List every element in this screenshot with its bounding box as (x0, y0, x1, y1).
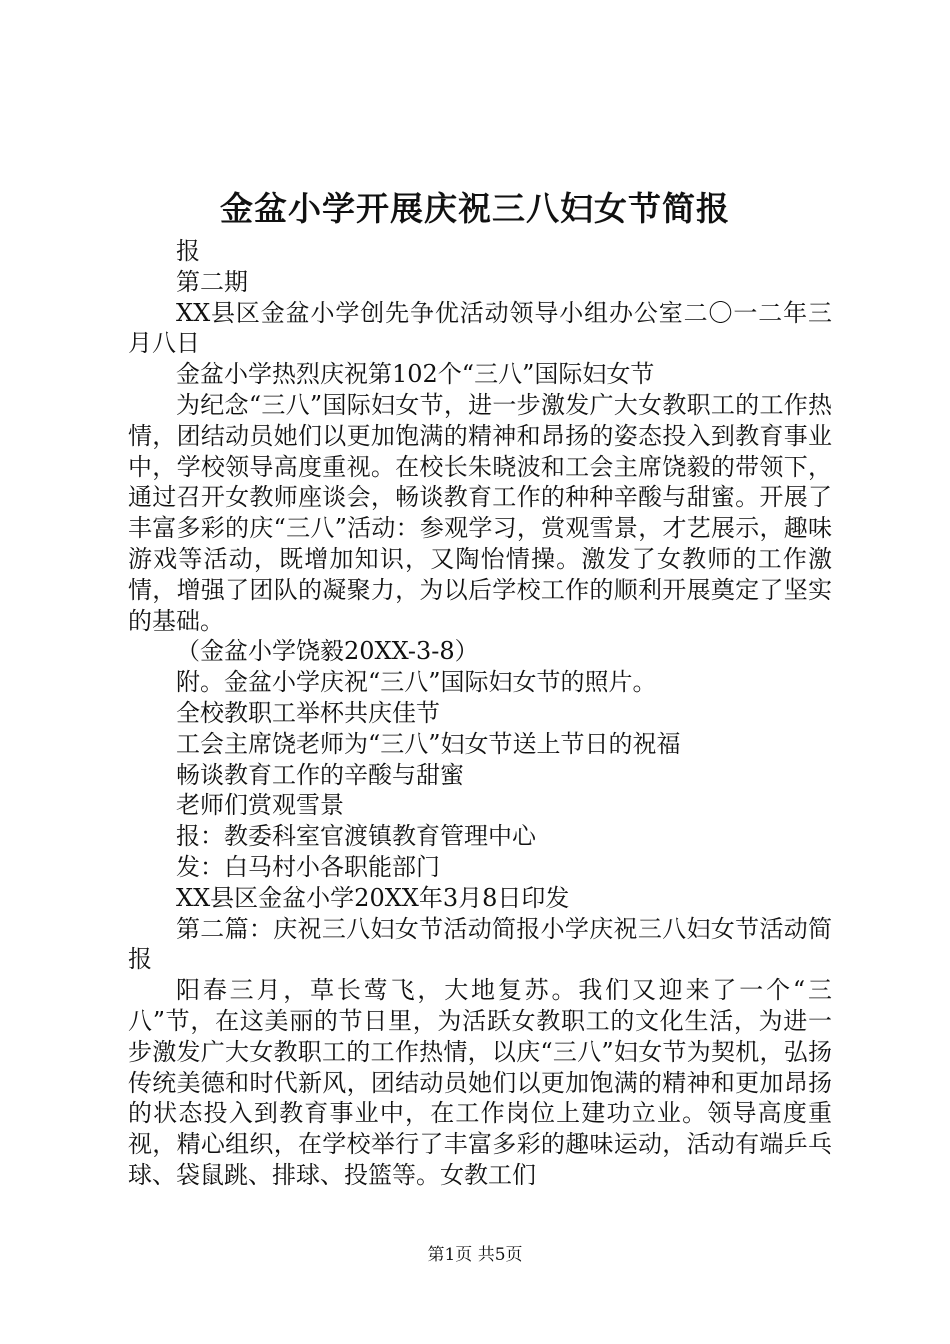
document-title: 金盆小学开展庆祝三八妇女节简报 (220, 189, 730, 228)
photo-caption: 全校教职工举杯共庆佳节 (176, 698, 440, 727)
paragraph-main: 为纪念“三八”国际妇女节，进一步激发广大女教职工的工作热情，团结动员她们以更加饱满的精神和昂扬的姿态投入到教育事业中，学校领导高度重视。在校长朱晓波和工会主席饶毅的带领下，通过召开女教师座谈会，畅谈教育工作的种种辛酸与甜蜜。开展了丰富多彩的庆“三八”活动：参观学习，赏观雪景，才艺展示，趣味游戏等活动，既增加知识，又陶怡情操。激发了女教师的工作激情，增强了团队的凝聚力，为以后学校工作的顺利开展奠定了坚实的基础。 (128, 390, 832, 635)
paragraph-printed: XX县区金盆小学20XX年3月8日印发 (176, 883, 570, 912)
paragraph-bao: 报 (176, 237, 200, 265)
photo-caption: 工会主席饶老师为“三八”妇女节送上节日的祝福 (176, 729, 681, 758)
paragraph-signature: （金盆小学饶毅20XX-3-8） (176, 637, 479, 666)
paragraph-second-title: 第二篇：庆祝三八妇女节活动简报小学庆祝三八妇女节活动简报 (128, 914, 832, 974)
paragraph-issue: 第二期 (176, 267, 248, 296)
paragraph-attachment: 附。金盆小学庆祝“三八”国际妇女节的照片。 (176, 668, 657, 697)
paragraph-send-to: 发：白马村小各职能部门 (176, 852, 440, 881)
paragraph-issuer: XX县区金盆小学创先争优活动领导小组办公室二〇一二年三月八日 (128, 298, 832, 358)
paragraph-report-to: 报：教委科室官渡镇教育管理中心 (176, 822, 536, 851)
document-body (128, 236, 832, 1191)
paragraph-second-body: 阳春三月，草长莺飞，大地复苏。我们又迎来了一个“三八”节，在这美丽的节日里，为活跃女教职工的文化生活，为进一步激发广大女教职工的工作热情，以庆“三八”妇女节为契机，弘扬传统美德和时代新风，团结动员她们以更加饱满的精神和更加昂扬的状态投入到教育事业中，在工作岗位上建功立业。领导高度重视，精心组织，在学校举行了丰富多彩的趣味运动，活动有端乒乓球、袋鼠跳、排球、投篮等。女教工们 (128, 976, 832, 1189)
paragraph-headline: 金盆小学热烈庆祝第102个“三八”国际妇女节 (176, 360, 655, 389)
page-footer: 第1页 共5页 (427, 1245, 523, 1265)
photo-caption: 畅谈教育工作的辛酸与甜蜜 (176, 760, 464, 789)
photo-caption: 老师们赏观雪景 (176, 791, 344, 820)
